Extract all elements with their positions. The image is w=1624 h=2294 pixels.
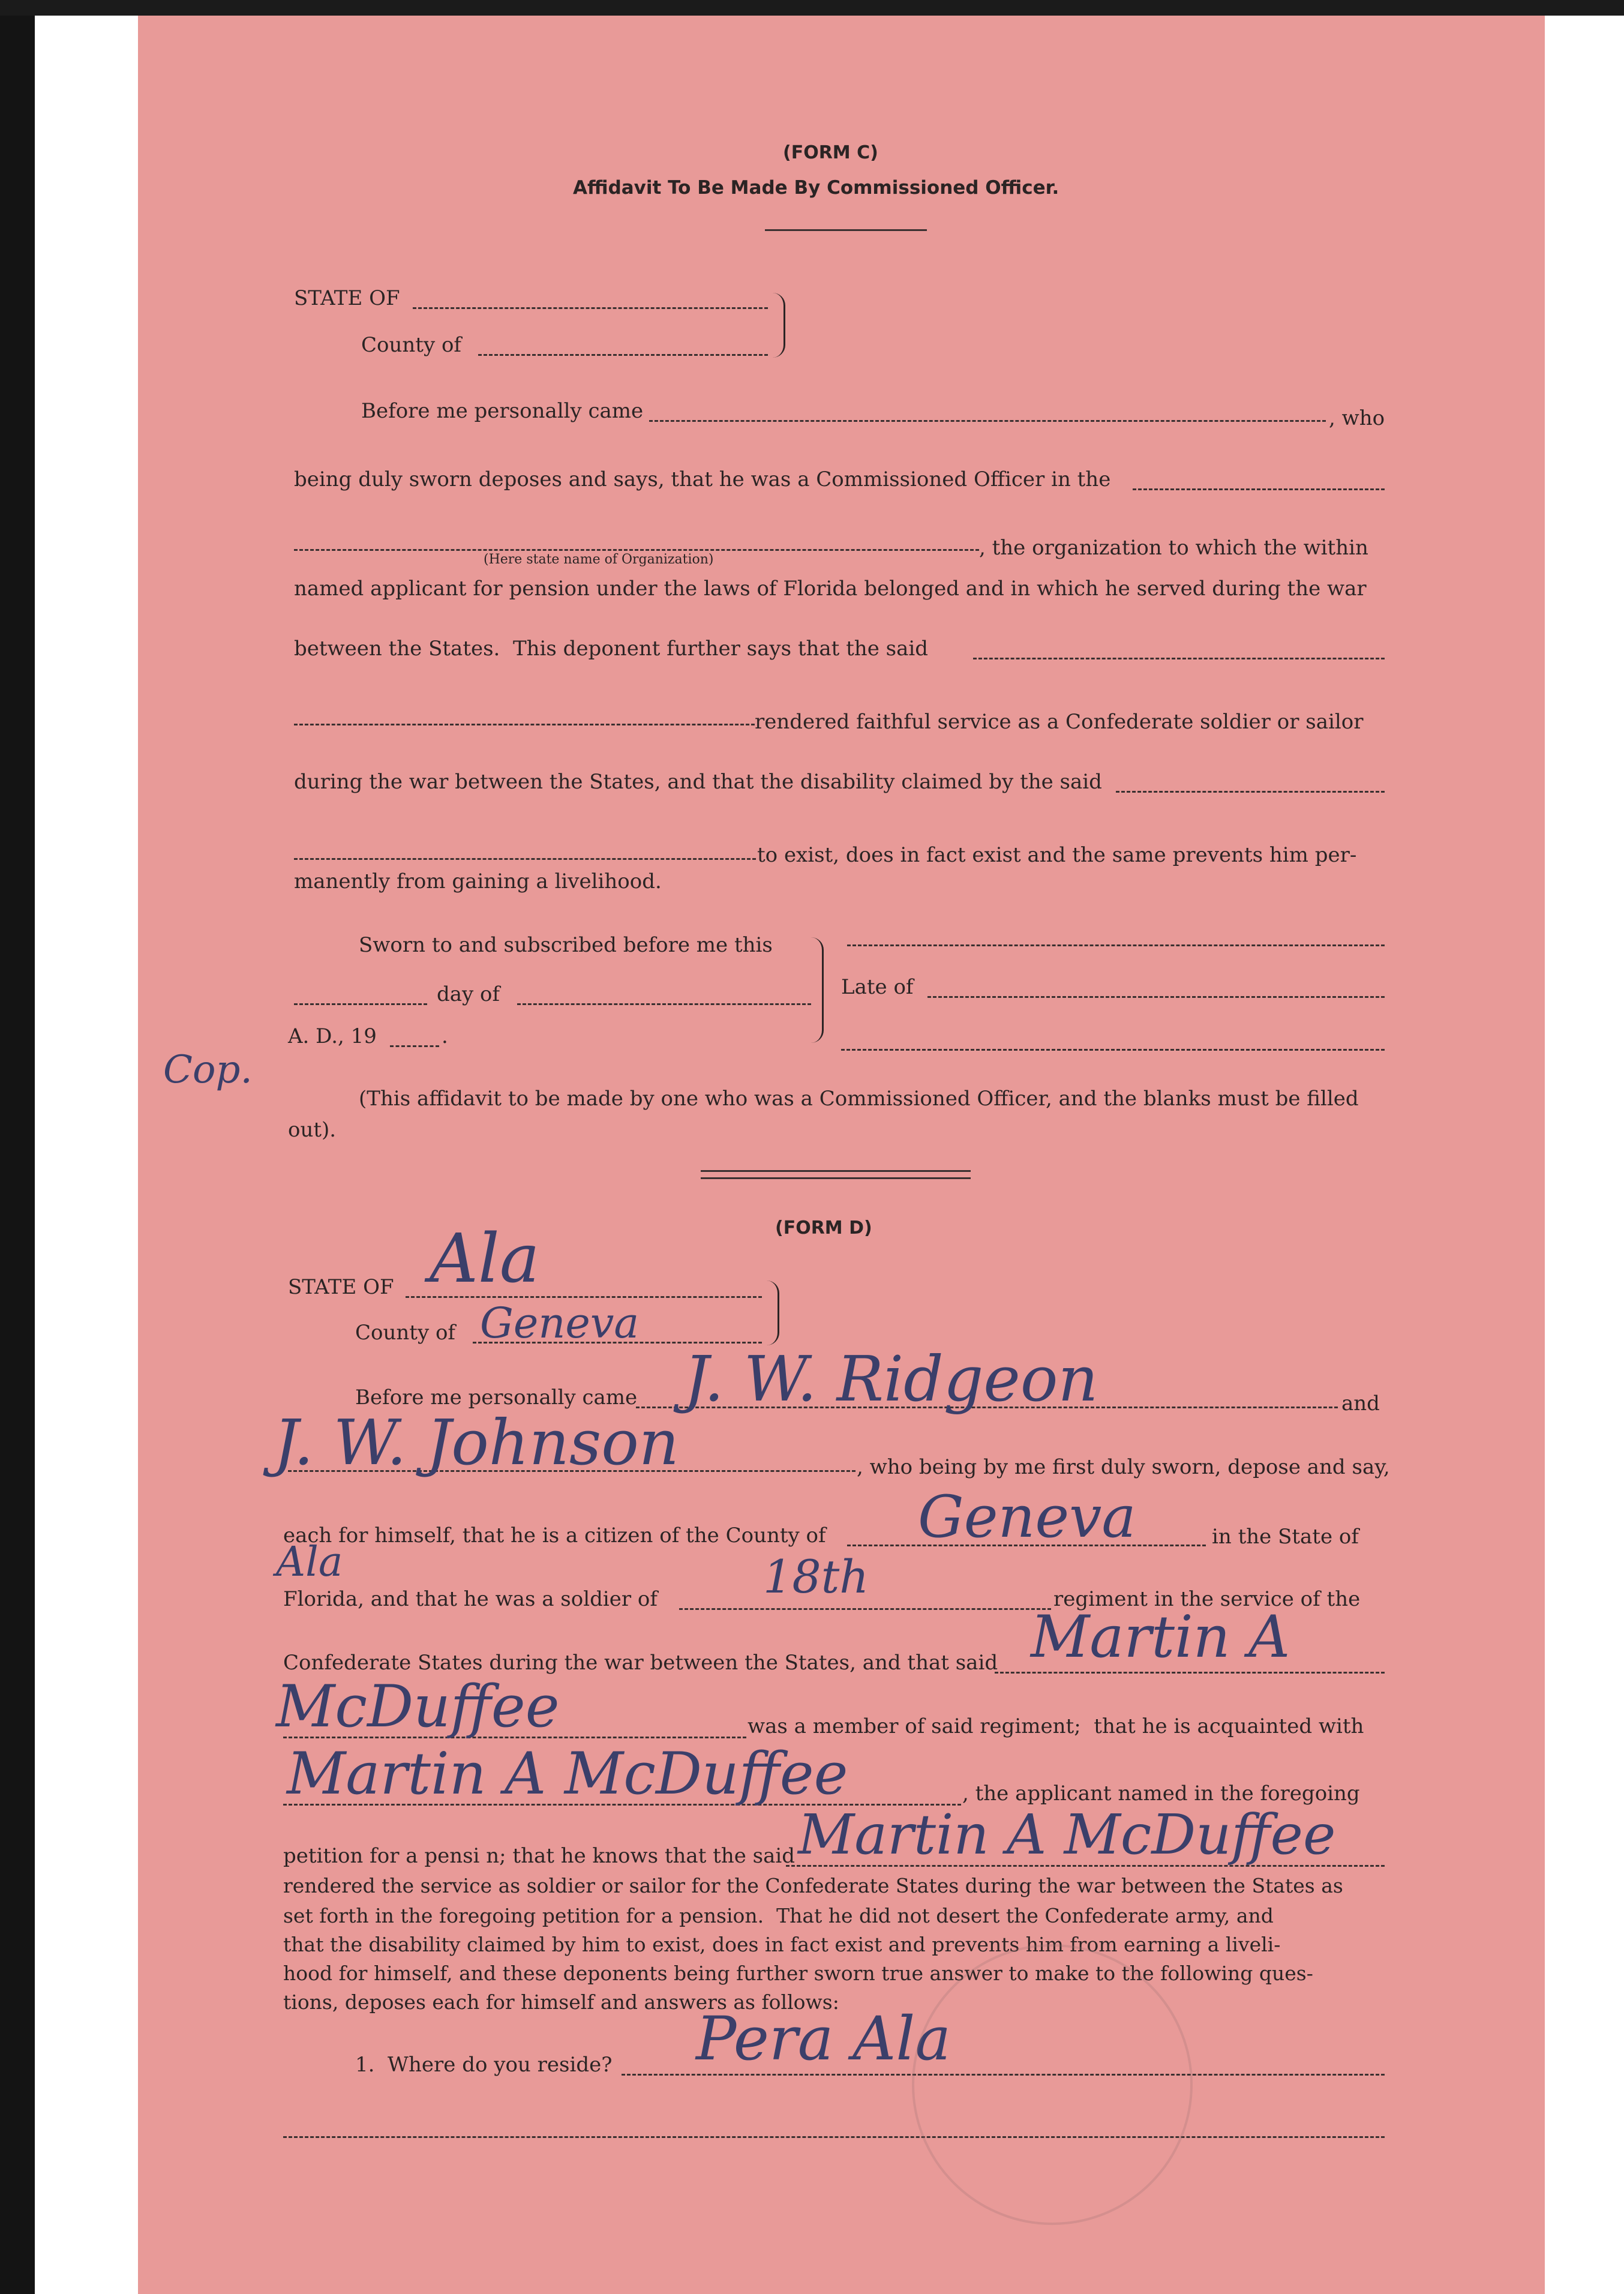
section-divider — [701, 1177, 971, 1179]
form-d-line-3-end: in the State of — [1212, 1525, 1359, 1549]
form-c-line-9: manently from gaining a livelihood. — [294, 869, 662, 893]
blank — [294, 858, 756, 860]
brace — [811, 937, 824, 1043]
form-d-line-1: Before me personally came — [355, 1386, 638, 1410]
form-d-line-5: Confederate States during the war between the States, and that said — [283, 1651, 998, 1675]
blank — [294, 724, 755, 725]
blank — [283, 2136, 1385, 2138]
blank — [995, 1672, 1385, 1674]
form-c-title: (FORM C) — [783, 142, 878, 163]
form-d-line-4: Florida, and that he was a soldier of — [283, 1587, 658, 1611]
form-d-line-2-end: , who being by me first duly sworn, depose and say, — [857, 1455, 1390, 1479]
margin-note: Cop. — [163, 1048, 253, 1092]
form-d-body-3: that the disability claimed by him to exist, does in fact exist and prevents him from earning a liveli- — [283, 1933, 1281, 1956]
form-c-line-2: being duly sworn deposes and says, that he was a Commissioned Officer in the — [294, 467, 1111, 491]
blank — [679, 1608, 1051, 1610]
residence-answer: Pera Ala — [696, 2004, 951, 2074]
form-c-note-2: out). — [288, 1118, 337, 1142]
county-value: Geneva — [480, 1299, 640, 1348]
sworn-line-2: day of — [437, 982, 500, 1006]
applicant-name-3: Martin A McDuffee — [287, 1740, 848, 1807]
blank — [847, 944, 1385, 946]
blank — [841, 1049, 1385, 1051]
applicant-name-4: Martin A McDuffee — [798, 1803, 1336, 1867]
late-of-label: Late of — [841, 975, 914, 999]
question-1: 1. Where do you reside? — [355, 2053, 613, 2077]
applicant-name-1: Martin A — [1031, 1603, 1290, 1671]
blank — [517, 1003, 811, 1005]
organization-blank — [294, 549, 979, 551]
form-c-line-1-end: , who — [1329, 406, 1385, 430]
organization-caption: (Here state name of Organization) — [484, 552, 714, 567]
county-label: County of — [361, 333, 462, 357]
form-d-line-8: petition for a pensi n; that he knows that the said — [283, 1844, 796, 1868]
form-d-body-5: tions, deposes each for himself and answers as follows: — [283, 1990, 839, 2014]
state-value: Ala — [430, 1220, 540, 1298]
brace — [767, 1281, 779, 1345]
form-d-line-1-end: and — [1341, 1392, 1380, 1416]
blank — [973, 658, 1385, 659]
sworn-line-1: Sworn to and subscribed before me this — [359, 933, 773, 957]
form-c-line-1: Before me personally came — [361, 399, 644, 423]
regiment-value: 18th — [763, 1550, 869, 1603]
form-c-line-5: between the States. This deponent further says that the said — [294, 637, 928, 661]
blank — [390, 1045, 439, 1047]
blank — [1133, 488, 1385, 490]
blank — [927, 996, 1385, 998]
deponent-1-name: J. W. Ridgeon — [684, 1342, 1098, 1416]
county-label: County of — [355, 1321, 456, 1345]
embossed-seal — [912, 1944, 1193, 2225]
state-overwrite: Ala — [276, 1539, 343, 1586]
title-underline — [765, 229, 927, 231]
form-c-note-1: (This affidavit to be made by one who was a Commissioned Officer, and the blanks must be filled — [359, 1087, 1359, 1111]
form-c-line-4: named applicant for pension under the laws of Florida belonged and in which he served during the war — [294, 577, 1367, 601]
state-blank — [413, 307, 768, 309]
form-d-title: (FORM D) — [775, 1218, 872, 1239]
applicant-name-2: McDuffee — [276, 1673, 560, 1740]
county-blank — [478, 354, 768, 356]
form-c-line-6-end: rendered faithful service as a Confederate soldier or sailor — [755, 710, 1364, 734]
form-c-line-3-end: , the organization to which the within — [979, 536, 1368, 560]
blank — [294, 1003, 427, 1005]
deponent-2-name: J. W. Johnson — [274, 1406, 679, 1479]
form-d-line-6-end: was a member of said regiment; that he is acquainted with — [748, 1714, 1364, 1738]
county-of-residence: Geneva — [918, 1483, 1136, 1551]
form-d-body-2: set forth in the foregoing petition for a pension. That he did not desert the Confederate army, and — [283, 1904, 1274, 1927]
state-label: STATE OF — [288, 1275, 394, 1299]
form-d-line-7-end: , the applicant named in the foregoing — [962, 1782, 1360, 1806]
brace — [773, 293, 785, 358]
form-c-subtitle: Affidavit To Be Made By Commissioned Officer. — [573, 177, 1059, 199]
form-c-line-8-end: to exist, does in fact exist and the same prevents him per- — [757, 843, 1357, 867]
ad-period: . — [442, 1024, 448, 1048]
section-divider — [701, 1170, 971, 1172]
form-d-line-3: each for himself, that he is a citizen of the County of — [283, 1524, 826, 1548]
form-d-line-4-end: regiment in the service of the — [1053, 1587, 1361, 1611]
blank — [1116, 791, 1385, 793]
form-d-body-1: rendered the service as soldier or sailor for the Confederate States during the war between the States as — [283, 1874, 1343, 1897]
ad-label: A. D., 19 — [288, 1024, 377, 1048]
form-d-body-4: hood for himself, and these deponents being further sworn true answer to make to the following ques- — [283, 1962, 1313, 1985]
blank — [649, 420, 1326, 422]
form-c-line-7: during the war between the States, and that the disability claimed by the said — [294, 770, 1102, 794]
state-label: STATE OF — [294, 286, 400, 310]
